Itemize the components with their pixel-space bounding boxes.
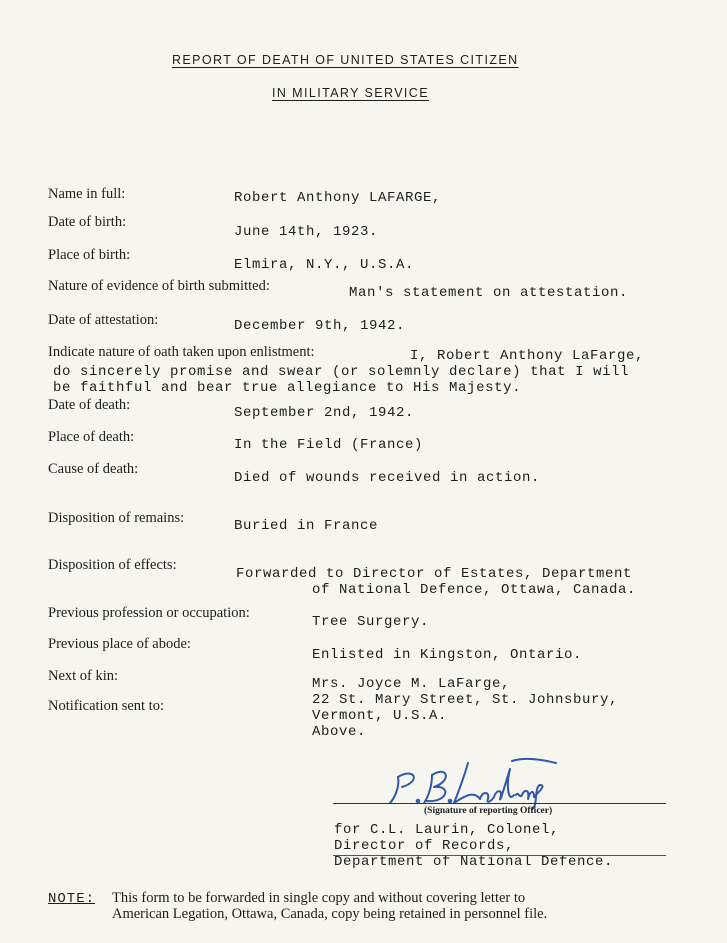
attestation-label: Date of attestation: — [48, 312, 159, 328]
signature-line — [333, 803, 666, 804]
profession-value: Tree Surgery. — [312, 614, 430, 630]
name-label: Name in full: — [48, 186, 126, 202]
effects-value-line1: Forwarded to Director of Estates, Department — [236, 566, 633, 582]
attestation-value: December 9th, 1942. — [234, 318, 406, 334]
notification-label: Notification sent to: — [48, 698, 164, 714]
kin-value-line2: 22 St. Mary Street, St. Johnsbury, — [312, 692, 619, 708]
cod-value: Died of wounds received in action. — [234, 470, 541, 486]
profession-label: Previous profession or occupation: — [48, 605, 250, 621]
remains-value: Buried in France — [234, 518, 379, 534]
signature-caption: (Signature of reporting Officer) — [424, 806, 553, 816]
evidence-value: Man's statement on attestation. — [349, 285, 629, 301]
report-subtitle: IN MILITARY SERVICE — [272, 86, 429, 100]
report-title: REPORT OF DEATH OF UNITED STATES CITIZEN — [172, 53, 519, 67]
dob-label: Date of birth: — [48, 214, 127, 230]
kin-label: Next of kin: — [48, 668, 119, 684]
abode-value: Enlisted in Kingston, Ontario. — [312, 647, 583, 663]
pob-label: Place of birth: — [48, 247, 131, 263]
pob-value: Elmira, N.Y., U.S.A. — [234, 257, 415, 273]
dod-value: September 2nd, 1942. — [234, 405, 415, 421]
note-label: NOTE: — [48, 891, 96, 907]
evidence-label: Nature of evidence of birth submitted: — [48, 278, 270, 294]
note-line2: American Legation, Ottawa, Canada, copy being retained in personnel file. — [112, 906, 548, 922]
effects-label: Disposition of effects: — [48, 557, 177, 573]
cod-label: Cause of death: — [48, 461, 139, 477]
oath-value-line1: I, Robert Anthony LaFarge, — [410, 348, 645, 364]
notification-value: Above. — [312, 724, 367, 740]
pod-value: In the Field (France) — [234, 437, 424, 453]
kin-value-line1: Mrs. Joyce M. LaFarge, — [312, 676, 511, 692]
abode-label: Previous place of abode: — [48, 636, 191, 652]
signature-underline — [333, 855, 666, 856]
signatory-line3: Department of National Defence. — [334, 854, 614, 870]
note-line1: This form to be forwarded in single copy and without covering letter to — [112, 890, 526, 906]
oath-value-line2: do sincerely promise and swear (or solemnly declare) that I will — [53, 364, 630, 380]
dob-value: June 14th, 1923. — [234, 224, 379, 240]
kin-value-line3: Vermont, U.S.A. — [312, 708, 448, 724]
oath-label: Indicate nature of oath taken upon enlistment: — [48, 344, 315, 360]
pod-label: Place of death: — [48, 429, 135, 445]
name-value: Robert Anthony LAFARGE, — [234, 190, 442, 206]
oath-value-line3: be faithful and bear true allegiance to His Majesty. — [53, 380, 522, 396]
effects-value-line2: of National Defence, Ottawa, Canada. — [312, 582, 637, 598]
dod-label: Date of death: — [48, 397, 131, 413]
remains-label: Disposition of remains: — [48, 510, 185, 526]
signatory-line1: for C.L. Laurin, Colonel, — [334, 822, 560, 838]
signatory-line2: Director of Records, — [334, 838, 515, 854]
